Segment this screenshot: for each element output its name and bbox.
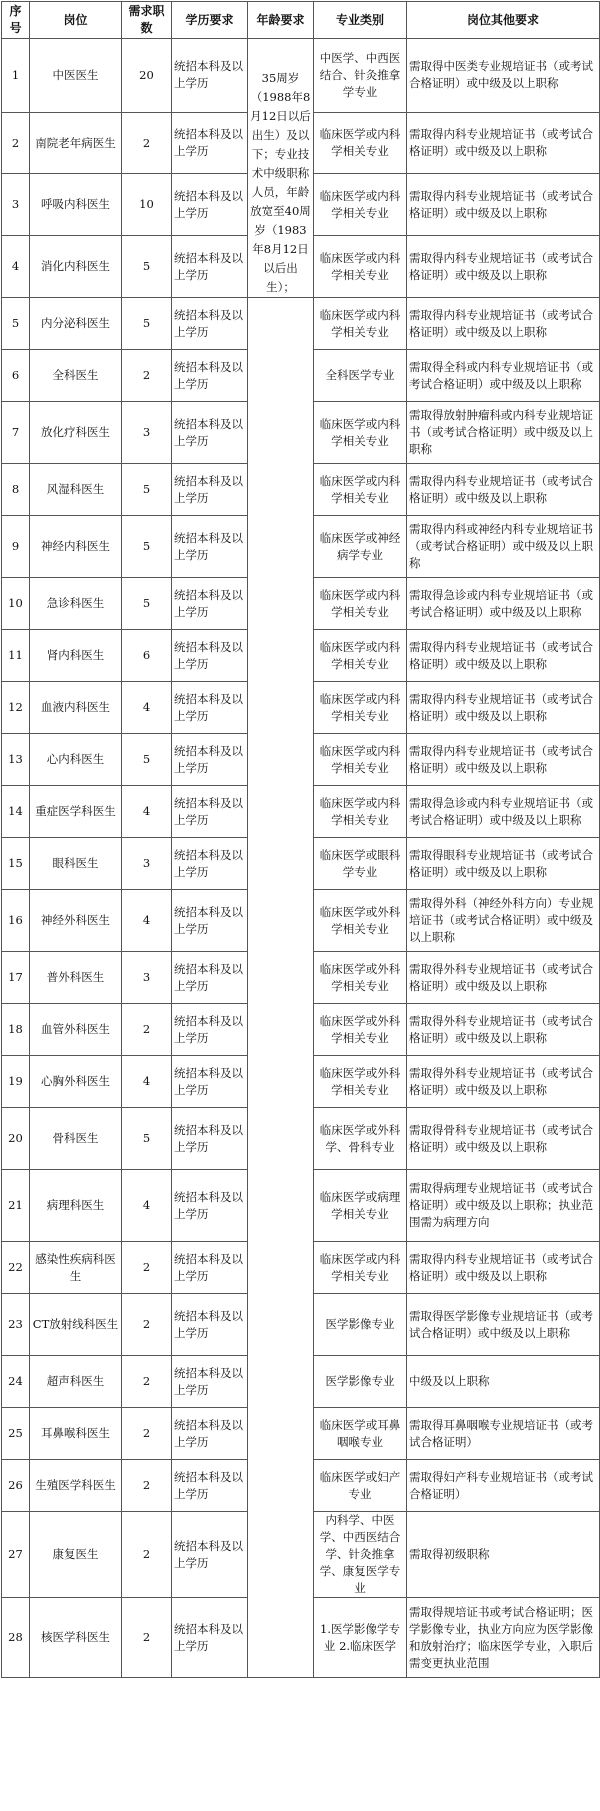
recruitment-table [1, 1, 600, 1678]
cell-count: 4 [122, 1170, 172, 1242]
cell-edu: 统招本科及以上学历 [172, 1512, 248, 1598]
cell-post: 耳鼻喉科医生 [30, 1408, 122, 1460]
cell-no: 25 [2, 1408, 30, 1460]
cell-post: 消化内科医生 [30, 236, 122, 298]
cell-post: 呼吸内科医生 [30, 174, 122, 236]
cell-post: 血管外科医生 [30, 1004, 122, 1056]
table-row [2, 298, 600, 350]
cell-major: 医学影像专业 [314, 1356, 407, 1408]
cell-other: 需取得全科或内科专业规培证书（或考试合格证明）或中级及以上职称 [407, 350, 600, 402]
cell-edu: 统招本科及以上学历 [172, 1294, 248, 1356]
cell-post: 急诊科医生 [30, 578, 122, 630]
cell-no: 24 [2, 1356, 30, 1408]
cell-post: 康复医生 [30, 1512, 122, 1598]
cell-other: 需取得急诊或内科专业规培证书（或考试合格证明）或中级及以上职称 [407, 578, 600, 630]
table-body [2, 39, 600, 1678]
cell-major: 1.医学影像学专业 2.临床医学 [314, 1598, 407, 1678]
table-row [2, 39, 600, 113]
cell-major: 全科医学专业 [314, 350, 407, 402]
header-cell-no: 序号 [2, 2, 30, 39]
cell-edu: 统招本科及以上学历 [172, 236, 248, 298]
cell-count: 2 [122, 1242, 172, 1294]
cell-post: 超声科医生 [30, 1356, 122, 1408]
cell-count: 4 [122, 786, 172, 838]
cell-count: 3 [122, 402, 172, 464]
cell-edu: 统招本科及以上学历 [172, 1056, 248, 1108]
cell-no: 12 [2, 682, 30, 734]
cell-count: 2 [122, 1460, 172, 1512]
cell-major: 临床医学或耳鼻咽喉专业 [314, 1408, 407, 1460]
cell-count: 20 [122, 39, 172, 113]
cell-count: 2 [122, 350, 172, 402]
cell-no: 14 [2, 786, 30, 838]
cell-edu: 统招本科及以上学历 [172, 786, 248, 838]
cell-edu: 统招本科及以上学历 [172, 464, 248, 516]
cell-other: 需取得规培证书或考试合格证明；医学影像专业，执业方向应为医学影像和放射治疗；临床医学专业，入职后需变更执业范围 [407, 1598, 600, 1678]
cell-post: 血液内科医生 [30, 682, 122, 734]
cell-edu: 统招本科及以上学历 [172, 1460, 248, 1512]
cell-major: 临床医学或外科学、骨科专业 [314, 1108, 407, 1170]
cell-no: 21 [2, 1170, 30, 1242]
cell-major: 临床医学或内科学相关专业 [314, 1242, 407, 1294]
cell-no: 17 [2, 952, 30, 1004]
cell-major: 临床医学或内科学相关专业 [314, 734, 407, 786]
cell-other: 需取得眼科专业规培证书（或考试合格证明）或中级及以上职称 [407, 838, 600, 890]
cell-edu: 统招本科及以上学历 [172, 174, 248, 236]
header-cell-age: 年龄要求 [248, 2, 314, 39]
cell-major: 临床医学或内科学相关专业 [314, 402, 407, 464]
header-cell-edu: 学历要求 [172, 2, 248, 39]
cell-no: 2 [2, 112, 30, 174]
cell-major: 临床医学或外科学相关专业 [314, 1056, 407, 1108]
cell-other: 需取得中医类专业规培证书（或考试合格证明）或中级及以上职称 [407, 39, 600, 113]
cell-edu: 统招本科及以上学历 [172, 630, 248, 682]
cell-other: 需取得内科专业规培证书（或考试合格证明）或中级及以上职称 [407, 464, 600, 516]
cell-edu: 统招本科及以上学历 [172, 298, 248, 350]
cell-no: 16 [2, 890, 30, 952]
cell-no: 4 [2, 236, 30, 298]
cell-no: 18 [2, 1004, 30, 1056]
cell-other: 需取得内科专业规培证书（或考试合格证明）或中级及以上职称 [407, 734, 600, 786]
cell-edu: 统招本科及以上学历 [172, 402, 248, 464]
cell-major: 临床医学或神经病学专业 [314, 516, 407, 578]
cell-other: 需取得内科专业规培证书（或考试合格证明）或中级及以上职称 [407, 1242, 600, 1294]
cell-no: 22 [2, 1242, 30, 1294]
cell-other: 需取得内科或神经内科专业规培证书（或考试合格证明）或中级及以上职称 [407, 516, 600, 578]
cell-edu: 统招本科及以上学历 [172, 1598, 248, 1678]
header-cell-post: 岗位 [30, 2, 122, 39]
cell-count: 3 [122, 952, 172, 1004]
header-row [2, 2, 600, 39]
cell-no: 11 [2, 630, 30, 682]
cell-no: 10 [2, 578, 30, 630]
cell-major: 临床医学或内科学相关专业 [314, 464, 407, 516]
cell-count: 2 [122, 1408, 172, 1460]
cell-post: 中医医生 [30, 39, 122, 113]
cell-other: 需取得外科专业规培证书（或考试合格证明）或中级及以上职称 [407, 1004, 600, 1056]
cell-no: 8 [2, 464, 30, 516]
cell-post: 神经内科医生 [30, 516, 122, 578]
cell-no: 20 [2, 1108, 30, 1170]
cell-age-requirement: 35周岁（1988年8月12日以后出生）及以下；专业技术中级职称人员，年龄放宽至40周岁（1983年8月12日以后出生）； [248, 39, 314, 298]
cell-edu: 统招本科及以上学历 [172, 1242, 248, 1294]
cell-count: 2 [122, 1598, 172, 1678]
header-cell-major: 专业类别 [314, 2, 407, 39]
cell-major: 临床医学或内科学相关专业 [314, 298, 407, 350]
cell-edu: 统招本科及以上学历 [172, 838, 248, 890]
cell-count: 5 [122, 734, 172, 786]
cell-count: 2 [122, 1512, 172, 1598]
cell-post: 内分泌科医生 [30, 298, 122, 350]
cell-no: 5 [2, 298, 30, 350]
cell-other: 需取得妇产科专业规培证书（或考试合格证明） [407, 1460, 600, 1512]
cell-edu: 统招本科及以上学历 [172, 890, 248, 952]
cell-edu: 统招本科及以上学历 [172, 682, 248, 734]
cell-major: 内科学、中医学、中西医结合学、针灸推拿学、康复医学专业 [314, 1512, 407, 1598]
cell-other: 需取得放射肿瘤科或内科专业规培证书（或考试合格证明）或中级及以上职称 [407, 402, 600, 464]
cell-no: 1 [2, 39, 30, 113]
cell-other: 需取得内科专业规培证书（或考试合格证明）或中级及以上职称 [407, 298, 600, 350]
cell-major: 临床医学或外科学相关专业 [314, 1004, 407, 1056]
cell-major: 临床医学或外科学相关专业 [314, 890, 407, 952]
cell-count: 4 [122, 890, 172, 952]
cell-no: 9 [2, 516, 30, 578]
cell-major: 临床医学或内科学相关专业 [314, 630, 407, 682]
cell-count: 2 [122, 1004, 172, 1056]
cell-other: 需取得病理专业规培证书（或考试合格证明）或中级及以上职称；执业范围需为病理方向 [407, 1170, 600, 1242]
cell-count: 5 [122, 1108, 172, 1170]
header-cell-other: 岗位其他要求 [407, 2, 600, 39]
cell-post: 风湿科医生 [30, 464, 122, 516]
cell-major: 临床医学或妇产专业 [314, 1460, 407, 1512]
cell-major: 中医学、中西医结合、针灸推拿学专业 [314, 39, 407, 113]
cell-major: 临床医学或内科学相关专业 [314, 682, 407, 734]
cell-post: 骨科医生 [30, 1108, 122, 1170]
cell-post: 普外科医生 [30, 952, 122, 1004]
cell-edu: 统招本科及以上学历 [172, 1004, 248, 1056]
cell-major: 临床医学或外科学相关专业 [314, 952, 407, 1004]
cell-other: 中级及以上职称 [407, 1356, 600, 1408]
cell-major: 临床医学或内科学相关专业 [314, 174, 407, 236]
cell-post: 肾内科医生 [30, 630, 122, 682]
cell-edu: 统招本科及以上学历 [172, 1408, 248, 1460]
cell-count: 6 [122, 630, 172, 682]
cell-count: 10 [122, 174, 172, 236]
cell-major: 临床医学或眼科学专业 [314, 838, 407, 890]
cell-major: 医学影像专业 [314, 1294, 407, 1356]
cell-edu: 统招本科及以上学历 [172, 112, 248, 174]
cell-edu: 统招本科及以上学历 [172, 39, 248, 113]
cell-post: 病理科医生 [30, 1170, 122, 1242]
cell-post: 感染性疾病科医生 [30, 1242, 122, 1294]
cell-post: 神经外科医生 [30, 890, 122, 952]
cell-major: 临床医学或内科学相关专业 [314, 786, 407, 838]
cell-count: 5 [122, 298, 172, 350]
cell-other: 需取得医学影像专业规培证书（或考试合格证明）或中级及以上职称 [407, 1294, 600, 1356]
cell-no: 6 [2, 350, 30, 402]
cell-post: 南院老年病医生 [30, 112, 122, 174]
cell-no: 19 [2, 1056, 30, 1108]
cell-other: 需取得内科专业规培证书（或考试合格证明）或中级及以上职称 [407, 112, 600, 174]
cell-other: 需取得外科专业规培证书（或考试合格证明）或中级及以上职称 [407, 952, 600, 1004]
cell-other: 需取得骨科专业规培证书（或考试合格证明）或中级及以上职称 [407, 1108, 600, 1170]
cell-major: 临床医学或内科学相关专业 [314, 236, 407, 298]
cell-edu: 统招本科及以上学历 [172, 1170, 248, 1242]
cell-no: 28 [2, 1598, 30, 1678]
cell-count: 2 [122, 1294, 172, 1356]
cell-other: 需取得内科专业规培证书（或考试合格证明）或中级及以上职称 [407, 682, 600, 734]
cell-post: 眼科医生 [30, 838, 122, 890]
cell-other: 需取得急诊或内科专业规培证书（或考试合格证明）或中级及以上职称 [407, 786, 600, 838]
cell-post: 心内科医生 [30, 734, 122, 786]
cell-post: 生殖医学科医生 [30, 1460, 122, 1512]
cell-count: 3 [122, 838, 172, 890]
header-cell-count: 需求职数 [122, 2, 172, 39]
cell-other: 需取得内科专业规培证书（或考试合格证明）或中级及以上职称 [407, 630, 600, 682]
cell-edu: 统招本科及以上学历 [172, 952, 248, 1004]
cell-post: 全科医生 [30, 350, 122, 402]
cell-edu: 统招本科及以上学历 [172, 578, 248, 630]
cell-post: 核医学科医生 [30, 1598, 122, 1678]
cell-other: 需取得外科（神经外科方向）专业规培证书（或考试合格证明）或中级及以上职称 [407, 890, 600, 952]
cell-other: 需取得内科专业规培证书（或考试合格证明）或中级及以上职称 [407, 236, 600, 298]
cell-count: 5 [122, 578, 172, 630]
cell-count: 4 [122, 1056, 172, 1108]
cell-no: 3 [2, 174, 30, 236]
cell-major: 临床医学或病理学相关专业 [314, 1170, 407, 1242]
cell-no: 27 [2, 1512, 30, 1598]
cell-post: 重症医学科医生 [30, 786, 122, 838]
cell-major: 临床医学或内科学相关专业 [314, 578, 407, 630]
cell-count: 2 [122, 1356, 172, 1408]
cell-count: 5 [122, 516, 172, 578]
cell-post: 放化疗科医生 [30, 402, 122, 464]
cell-count: 4 [122, 682, 172, 734]
cell-count: 2 [122, 112, 172, 174]
cell-edu: 统招本科及以上学历 [172, 350, 248, 402]
cell-other: 需取得内科专业规培证书（或考试合格证明）或中级及以上职称 [407, 174, 600, 236]
cell-no: 23 [2, 1294, 30, 1356]
cell-post: CT放射线科医生 [30, 1294, 122, 1356]
cell-edu: 统招本科及以上学历 [172, 1356, 248, 1408]
cell-count: 5 [122, 464, 172, 516]
cell-no: 7 [2, 402, 30, 464]
cell-other: 需取得耳鼻咽喉专业规培证书（或考试合格证明） [407, 1408, 600, 1460]
cell-edu: 统招本科及以上学历 [172, 734, 248, 786]
cell-count: 5 [122, 236, 172, 298]
cell-no: 15 [2, 838, 30, 890]
cell-no: 26 [2, 1460, 30, 1512]
cell-age-blank [248, 298, 314, 1678]
cell-edu: 统招本科及以上学历 [172, 1108, 248, 1170]
cell-post: 心胸外科医生 [30, 1056, 122, 1108]
cell-major: 临床医学或内科学相关专业 [314, 112, 407, 174]
cell-no: 13 [2, 734, 30, 786]
cell-other: 需取得外科专业规培证书（或考试合格证明）或中级及以上职称 [407, 1056, 600, 1108]
cell-edu: 统招本科及以上学历 [172, 516, 248, 578]
cell-other: 需取得初级职称 [407, 1512, 600, 1598]
